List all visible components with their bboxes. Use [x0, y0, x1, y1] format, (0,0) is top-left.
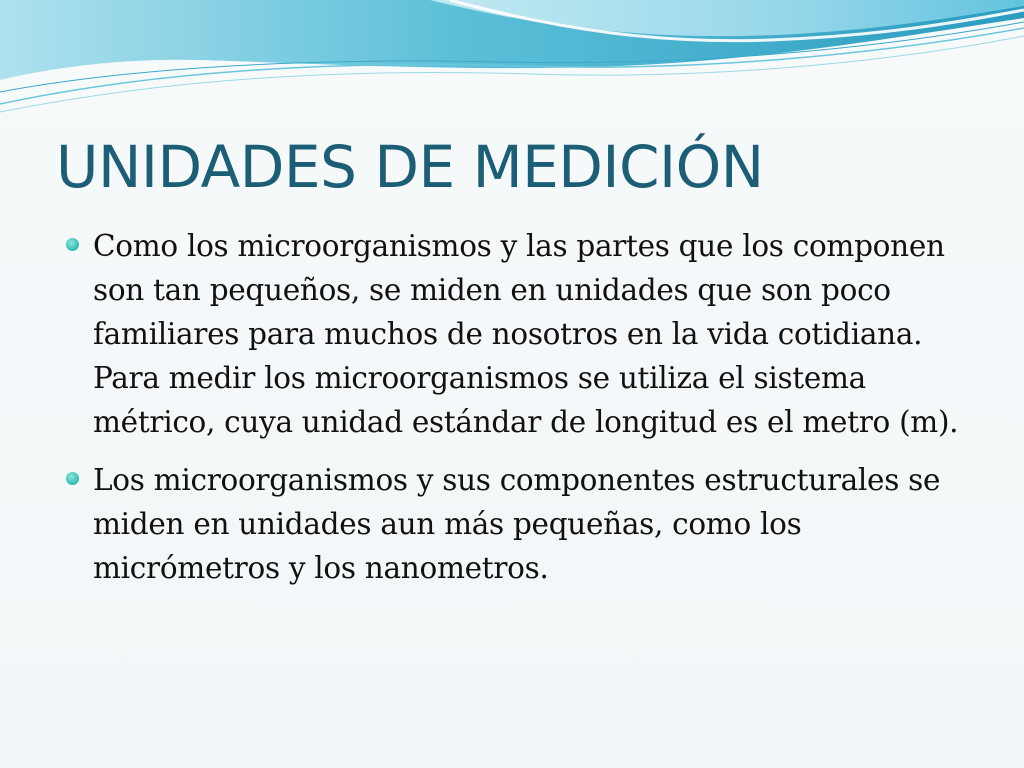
bullet-item: [64, 224, 964, 444]
bullet-dot-icon: [66, 238, 79, 251]
header-wave-decoration: [0, 0, 1024, 130]
bullet-list: [64, 224, 964, 604]
bullet-dot-icon: [66, 472, 79, 485]
slide-title: UNIDADES DE MEDICIÓN: [56, 133, 764, 201]
bullet-text: Los microorganismos y sus componentes estructurales se miden en unidades aun más pequeñas, como los micrómetros y los nanometros.: [93, 463, 941, 585]
bullet-text: Como los microorganismos y las partes que los componen son tan pequeños, se miden en unidades que son poco familiares para muchos de nosotros en la vida cotidiana. Para medir los microorganismos se utiliza el sistema métrico, cuya unidad estándar de longitud es el metro (m).: [93, 229, 959, 439]
bullet-item: [64, 458, 964, 590]
